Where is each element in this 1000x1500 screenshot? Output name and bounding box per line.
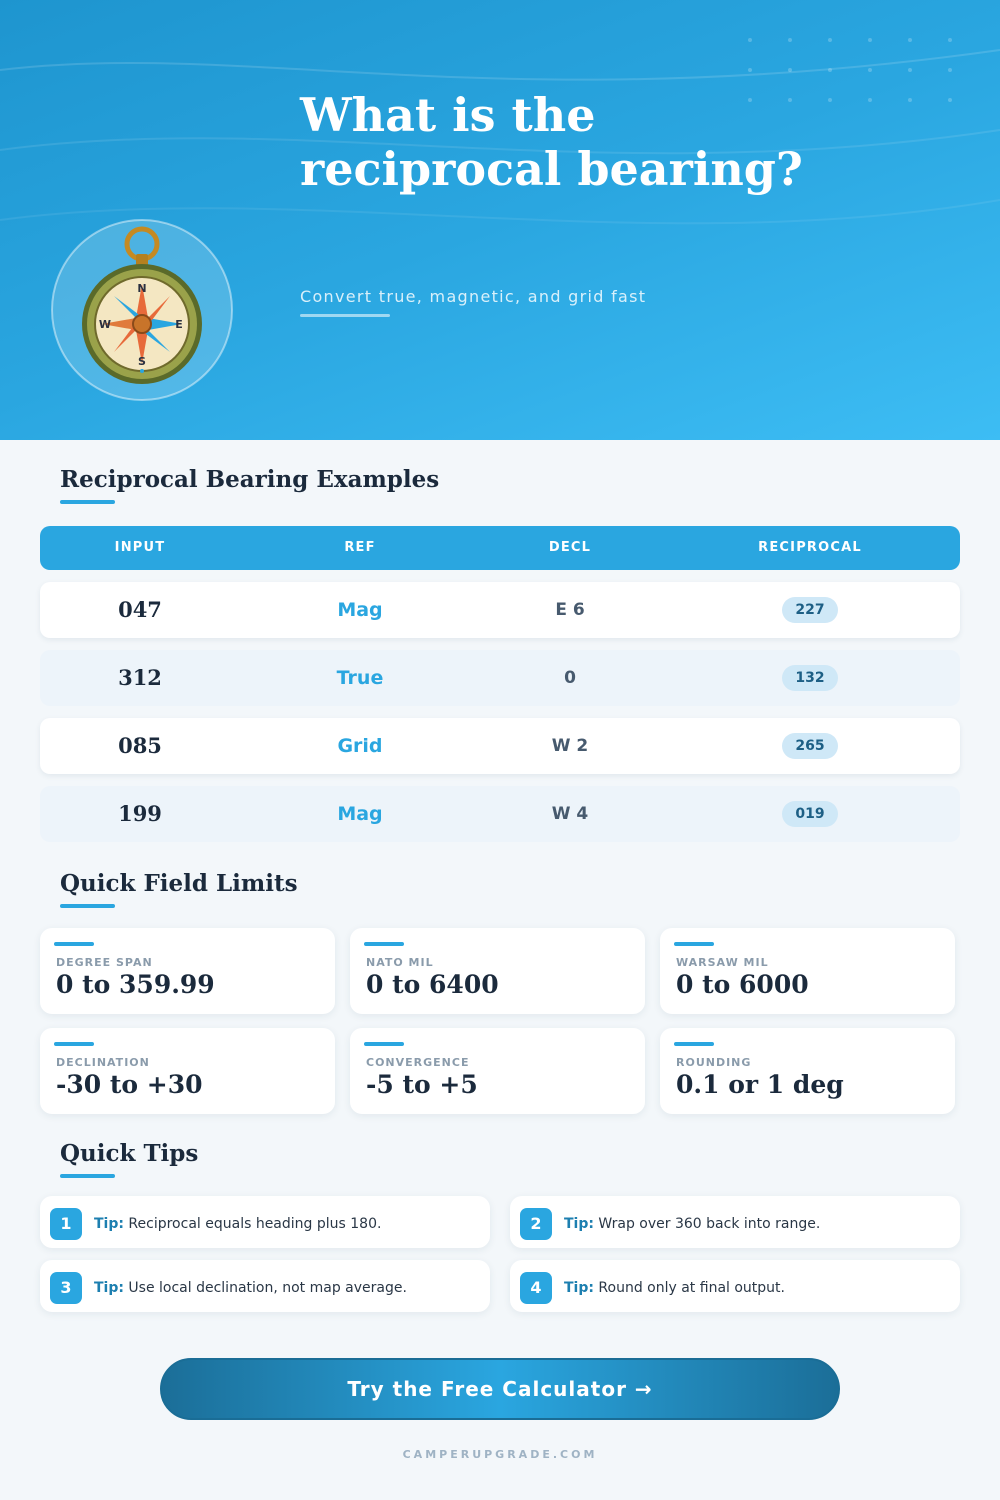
tip-card [40,1260,490,1312]
tips-title: Quick Tips [60,1140,199,1167]
tip-label: Tip: [94,1280,124,1296]
tip-number-badge: 3 [50,1272,82,1304]
compass-letter-n: N [137,282,147,295]
compass-letter-w: W [98,318,112,331]
row-input: 199 [118,801,162,826]
tip-card [40,1196,490,1248]
header-ref: REF [344,540,376,555]
table-row [40,786,960,842]
limit-card-value: -5 to +5 [366,1070,478,1099]
subtitle-underline [300,314,390,317]
limit-card-value: 0 to 6000 [676,970,809,999]
header-input: INPUT [114,540,166,555]
examples-table-header [40,526,960,570]
limit-card-label: DECLINATION [56,1056,150,1069]
page-subtitle: Convert true, magnetic, and grid fast [300,287,647,306]
tip-text [94,1260,407,1316]
limit-card-accent [674,1042,714,1046]
limit-card-accent [364,1042,404,1046]
examples-title-bar [60,500,115,504]
row-reciprocal-badge: 019 [782,801,838,827]
limit-card-label: WARSAW MIL [676,956,769,969]
footer-site-name: CAMPERUPGRADE.COM [402,1448,598,1461]
header-reciprocal: RECIPROCAL [758,540,862,555]
row-ref: Grid [337,735,383,757]
try-calculator-button[interactable]: Try the Free Calculator → [160,1358,840,1420]
limit-card-rounding [660,1028,955,1114]
limit-card-warsaw-mil [660,928,955,1014]
limit-card-label: CONVERGENCE [366,1056,470,1069]
limit-card-value: 0 to 6400 [366,970,499,999]
row-input: 312 [118,665,162,690]
tip-label: Tip: [564,1280,594,1296]
row-reciprocal-badge: 227 [782,597,838,623]
tip-text [94,1196,381,1252]
row-reciprocal-badge: 132 [782,665,838,691]
tip-text [564,1196,820,1252]
tip-card [510,1196,960,1248]
limit-card-accent [364,942,404,946]
tip-number-badge: 2 [520,1208,552,1240]
limit-card-label: ROUNDING [676,1056,752,1069]
compass-letter-s: S [138,355,146,368]
tip-text [564,1260,785,1316]
examples-title: Reciprocal Bearing Examples [60,466,440,493]
tip-card [510,1260,960,1312]
compass-icon [50,218,234,402]
row-ref: Mag [337,803,383,825]
row-ref: Mag [337,599,383,621]
tip-body: Round only at final output. [598,1280,785,1296]
row-decl: 0 [564,668,576,688]
limit-card-value: 0 to 359.99 [56,970,215,999]
tip-number-badge: 1 [50,1208,82,1240]
row-input: 085 [118,733,162,758]
page-title: What is the reciprocal bearing? [300,88,803,196]
table-row [40,582,960,638]
tip-body: Reciprocal equals heading plus 180. [128,1216,382,1232]
hero-banner [0,0,1000,440]
limits-title: Quick Field Limits [60,870,298,897]
limit-card-nato-mil [350,928,645,1014]
tip-body: Use local declination, not map average. [128,1280,407,1296]
header-decl: DECL [548,540,592,555]
table-row [40,718,960,774]
limits-title-bar [60,904,115,908]
tip-label: Tip: [94,1216,124,1232]
row-reciprocal-badge: 265 [782,733,838,759]
compass-letter-e: E [175,318,183,331]
limit-card-label: DEGREE SPAN [56,956,153,969]
tips-title-bar [60,1174,115,1178]
table-row [40,650,960,706]
limit-card-accent [674,942,714,946]
limit-card-value: 0.1 or 1 deg [676,1070,844,1099]
row-input: 047 [118,597,162,622]
row-decl: E 6 [555,600,585,620]
limit-card-declination [40,1028,335,1114]
tip-body: Wrap over 360 back into range. [598,1216,821,1232]
row-ref: True [336,667,384,689]
row-decl: W 4 [551,804,589,824]
limit-card-degree-span [40,928,335,1014]
limit-card-value: -30 to +30 [56,1070,203,1099]
row-decl: W 2 [551,736,589,756]
tip-number-badge: 4 [520,1272,552,1304]
tip-label: Tip: [564,1216,594,1232]
limit-card-accent [54,942,94,946]
limit-card-convergence [350,1028,645,1114]
limit-card-label: NATO MIL [366,956,434,969]
limit-card-accent [54,1042,94,1046]
